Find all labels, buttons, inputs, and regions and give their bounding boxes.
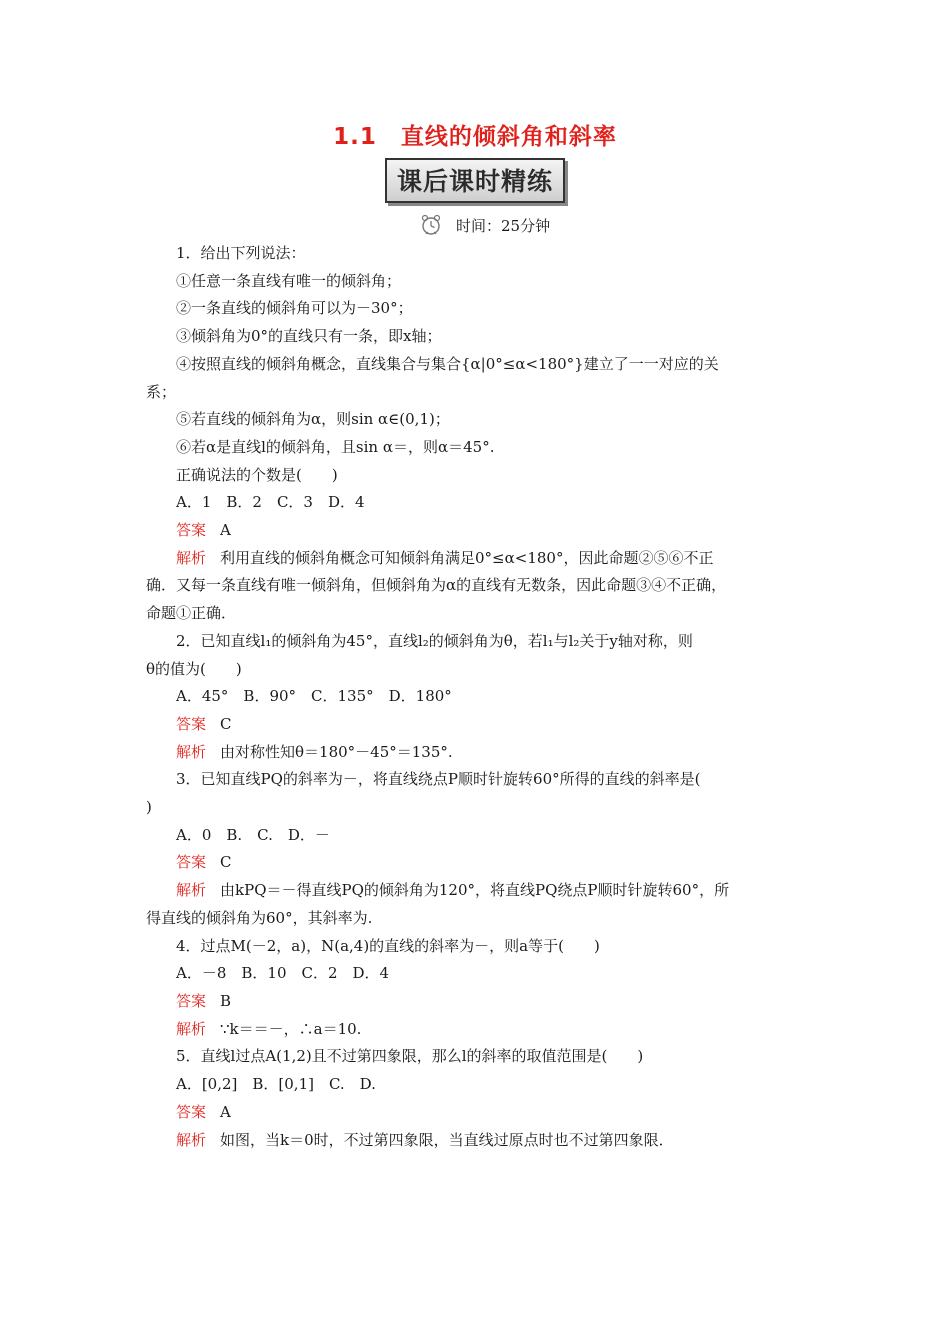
q5-analysis — [146, 1127, 808, 1155]
q3-analysis-1 — [146, 877, 808, 905]
q2-options: A．45° B．90° C．135° D．180° — [176, 687, 452, 706]
q2-answer — [146, 711, 808, 739]
q4-answer — [146, 988, 808, 1016]
exercise-content — [146, 240, 808, 1154]
q1-statement-3: ③倾斜角为0°的直线只有一条，即x轴； — [176, 327, 442, 346]
q4-options: A．－8 B．10 C．2 D．4 — [176, 964, 390, 983]
analysis-label: 解析 — [176, 1130, 207, 1149]
q5-answer — [146, 1099, 808, 1127]
q2-answer-value: C — [220, 714, 232, 733]
time-limit — [420, 210, 550, 240]
q4-analysis — [146, 1016, 808, 1044]
q1-analysis-1 — [146, 545, 808, 573]
answer-label: 答案 — [176, 714, 207, 733]
answer-label: 答案 — [176, 853, 207, 872]
q2-analysis — [146, 739, 808, 767]
time-text: 时间：25分钟 — [456, 216, 551, 235]
practice-banner: 课后课时精练 — [385, 158, 565, 203]
q1-statement-5: ⑤若直线的倾斜角为α，则sin α∈(0,1)； — [176, 410, 450, 429]
q3-stem-1: 3．已知直线PQ的斜率为－，将直线绕点P顺时针旋转60°所得的直线的斜率是( — [176, 770, 701, 789]
q3-analysis-text-1: 由kPQ＝－得直线PQ的倾斜角为120°，将直线PQ绕点P顺时针旋转60°，所 — [220, 881, 730, 900]
q1-answer — [146, 517, 808, 545]
q1-analysis-3: 命题①正确． — [146, 604, 237, 623]
q1-analysis-text-1: 利用直线的倾斜角概念可知倾斜角满足0°≤α<180°，因此命题②⑤⑥不正 — [220, 548, 714, 567]
q5-answer-value: A — [220, 1102, 231, 1121]
q1-answer-value: A — [220, 521, 231, 540]
q1-options: A．1 B．2 C．3 D．4 — [176, 493, 365, 512]
analysis-label: 解析 — [176, 1019, 207, 1038]
q3-analysis-2: 得直线的倾斜角为60°，其斜率为. — [146, 908, 373, 927]
alarm-clock-icon — [420, 214, 442, 236]
q4-stem: 4．过点M(－2，a)，N(a,4)的直线的斜率为－，则a等于( ) — [176, 936, 600, 955]
q1-statement-4a: ④按照直线的倾斜角概念，直线集合与集合{α|0°≤α<180°}建立了一一对应的关 — [176, 354, 719, 373]
q3-answer — [146, 849, 808, 877]
answer-label: 答案 — [176, 1102, 207, 1121]
q4-answer-value: B — [220, 991, 232, 1010]
q1-stem: 1．给出下列说法： — [176, 244, 306, 262]
q1-statement-1: ①任意一条直线有唯一的倾斜角； — [176, 271, 402, 290]
q1-ask: 正确说法的个数是( ) — [176, 465, 338, 484]
answer-label: 答案 — [176, 521, 207, 540]
q2-stem-1: 2．已知直线l₁的倾斜角为45°，直线l₂的倾斜角为θ，若l₁与l₂关于y轴对称，则 — [176, 631, 693, 650]
q5-analysis-text: 如图，当k＝0时，不过第四象限，当直线过原点时也不过第四象限． — [220, 1130, 674, 1149]
q1-analysis-2: 确．又每一条直线有唯一倾斜角，但倾斜角为α的直线有无数条，因此命题③④不正确， — [146, 576, 727, 595]
q5-options: A．[0,2] B．[0,1] C. D. — [176, 1075, 376, 1094]
q2-analysis-text: 由对称性知θ＝180°－45°＝135°. — [220, 742, 453, 761]
q3-answer-value: C — [220, 853, 232, 872]
q1-statement-2: ②一条直线的倾斜角可以为－30°； — [176, 299, 413, 318]
section-title: 1.1 直线的倾斜角和斜率 — [333, 124, 617, 150]
q3-stem-2: ) — [146, 798, 152, 817]
analysis-label: 解析 — [176, 881, 207, 900]
q3-options: A．0 B. C. D．－ — [176, 825, 330, 844]
q4-analysis-text: ∵k＝＝－，∴a＝10. — [220, 1019, 362, 1038]
analysis-label: 解析 — [176, 548, 207, 567]
q2-stem-2: θ的值为( ) — [146, 659, 242, 678]
q1-statement-6: ⑥若α是直线l的倾斜角，且sin α＝，则α＝45°. — [176, 437, 495, 456]
banner-wrapper — [0, 158, 950, 203]
q5-stem: 5．直线l过点A(1,2)且不过第四象限，那么l的斜率的取值范围是( ) — [176, 1047, 644, 1066]
answer-label: 答案 — [176, 991, 207, 1010]
analysis-label: 解析 — [176, 742, 207, 761]
q1-statement-4b: 系； — [146, 382, 177, 401]
